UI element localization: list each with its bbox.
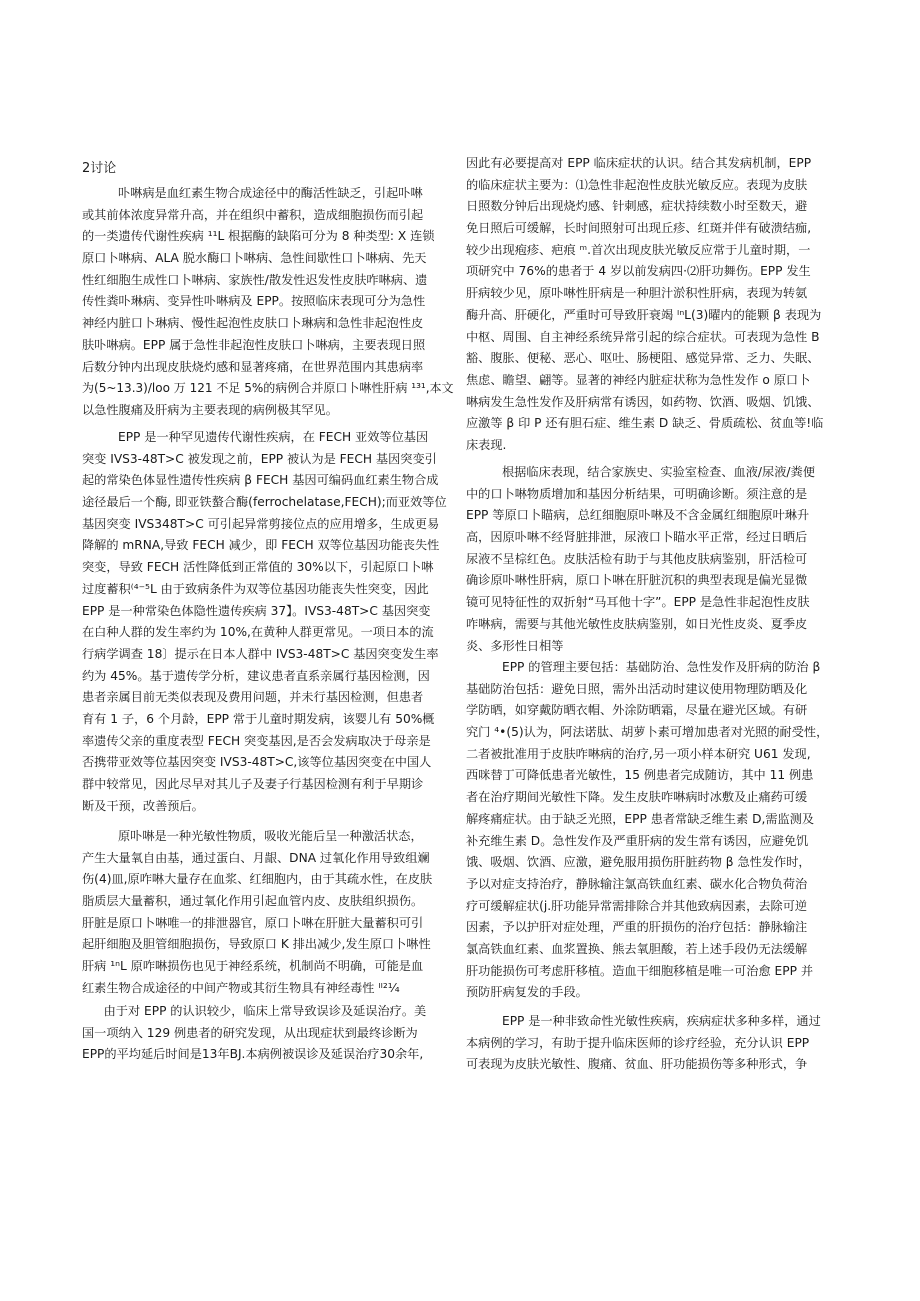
text-line: 本病例的学习，有助于提升临床医师的诊疗经验，充分认识 EPP: [466, 1035, 810, 1050]
text-line: 群中较常见，因此尽早对其儿子及妻子行基因检测有利于早期诊: [82, 777, 424, 791]
text-line: EPP的平均延后时间是13年BJ.本病例被误诊及延误治疗30余年,: [82, 1047, 424, 1062]
text-line: 后数分钟内出现皮肤烧灼感和显著疼痛，在世界范围内其患病率: [82, 359, 424, 374]
text-line: 行病学调查 18〕提示在日本人群中 IVS3-48T>C 基因突变发生率: [82, 646, 439, 661]
text-line: 神经内脏口卜琳病、慢性起泡性皮肤口卜琳病和急性非起泡性皮: [82, 316, 424, 331]
text-line: 者在治疗期间光敏性下降。发生皮肤咋啉病时冰敷及止痛药可缓: [466, 790, 808, 805]
text-line: 根据临床表现，结合家族史、实验室检查、血液/尿液/粪便: [502, 465, 815, 479]
text-line: 断及干预，改善预后。: [82, 798, 204, 813]
text-line: 起肝细胞及胆管细胞损伤，导致原口 K 排出减少,发生原口卜啉性: [82, 937, 431, 952]
text-line: 为(5~13.3)/loo 万 121 不足 5%的病例合并原口卜啉性肝病 ¹³¹,本文: [82, 381, 454, 396]
text-line: 因此有必要提高对 EPP 临床症状的认识。结合其发病机制，EPP: [466, 156, 812, 170]
text-line: 途径最后一个酶, 即亚铁螯合酶(ferrochelatase,FECH);而亚效等位: [82, 495, 447, 510]
paragraph: [82, 427, 454, 817]
text-line: 确诊原卟啉性肝病，原口卜啉在肝脏沉积的典型表现是偏光显微: [466, 573, 808, 588]
text-line: 降解的 mRNA,导致 FECH 减少，即 FECH 双等位基因功能丧失性: [82, 538, 440, 553]
text-line: 由于对 EPP 的认识较少，临床上常导致误诊及延误治疗。美: [103, 1004, 427, 1018]
text-line: 卟啉病是血红素生物合成途径中的酶活性缺乏，引起卟啉: [118, 186, 423, 200]
text-line: 预防肝病复发的手段。: [466, 985, 588, 1000]
text-line: 中枢、周围、自主神经系统异常引起的综合症状。可表现为急性 B: [466, 329, 820, 344]
paragraph: [82, 1001, 454, 1066]
text-line: 酶升高、肝硬化，严重时可导致肝衰竭 ᴵⁿL(3)曜内的能颗 β 表现为: [466, 307, 822, 322]
text-line: 的临床症状主要为：⑴急性非起泡性皮肤光敏反应。表现为皮肤: [466, 177, 808, 192]
text-line: 咋啉病，需要与其他光敏性皮肤病鉴别，如日光性皮炎、夏季皮: [466, 616, 808, 631]
text-line: 二者被批准用于皮肤咋啉病的治疗,另一项小样本研究 U61 发现,: [466, 746, 811, 761]
text-line: 免日照后可缓解，长时间照射可出现丘疹、红斑并伴有破溃结痂,: [466, 221, 812, 236]
text-line: 西咪替丁可降低患者光敏性，15 例患者完成随访，其中 11 例患: [466, 768, 814, 783]
text-line: 的一类遗传代谢性疾病 ¹¹L 根据酶的缺陷可分为 8 种类型: X 连锁: [82, 229, 435, 244]
text-line: EPP 的管理主要包括：基础防治、急性发作及肝病的防治 β: [502, 660, 821, 674]
paragraph: [82, 183, 454, 422]
text-line: 基因突变 IVS348T>C 可引起异常剪接位点的应用增多，生成更易: [82, 516, 440, 531]
text-line: 突变 IVS3-48T>C 被发现之前，EPP 被认为是 FECH 基因突变引: [82, 451, 437, 466]
text-line: 应激等 β 印 P 还有胆石症、维生素 D 缺乏、骨质疏松、贫血等!临: [466, 416, 824, 431]
text-line: 过度蓄积⁽⁴⁻⁵L 由于致病条件为双等位基因功能丧失性突变，因此: [82, 581, 429, 596]
text-line: 肝病较少见，原卟啉性肝病是一种胆汁淤积性肝病，表现为转氨: [466, 286, 808, 301]
text-line: EPP 是一种罕见遗传代谢性疾病，在 FECH 亚效等位基因: [118, 430, 429, 444]
text-line: 否携带亚效等位基因突变 IVS3-48T>C,该等位基因突变在中国人: [82, 755, 432, 770]
text-line: 疗可缓解症状(j.肝功能异常需排除合并其他致病因素，去除可逆: [466, 898, 808, 913]
text-line: 性红细胞生成性口卜啉病、家族性/散发性迟发性皮肤咋啉病、遗: [82, 272, 428, 287]
text-line: 项研究中 76%的患者于 4 岁以前发病四·⑵肝功舞伤。EPP 发生: [466, 264, 811, 279]
text-line: EPP 是一种常染色体隐性遗传疾病 37】。IVS3-48T>C 基因突变: [82, 603, 431, 618]
text-line: 肤卟啉病。EPP 属于急性非起泡性皮肤口卜啉病，主要表现日照: [82, 337, 426, 352]
text-line: 炎、多形性日相等: [466, 638, 564, 653]
paragraph: [466, 657, 838, 1004]
text-line: 突变，导致 FECH 活性降低到正常值的 30%以下，引起原口卜啉: [82, 560, 434, 575]
text-line: 国一项纳入 129 例患者的研究发现，从出现症状到最终诊断为: [82, 1025, 418, 1040]
text-line: 脂质层大量蓄积，通过氧化作用引起血管内皮、皮肤组织损伤。: [82, 894, 424, 909]
text-line: 较少出现疱疹、疤痕 ᵐ.首次出现皮肤光敏反应常于儿童时期，一: [466, 242, 811, 257]
text-line: 传性粪卟琳病、变异性卟啉病及 EPP。按照临床表现可分为急性: [82, 294, 426, 309]
text-line: 镜可见特征性的双折射“马耳他十字”。EPP 是急性非起泡性皮肤: [466, 595, 810, 610]
text-line: 在白种人群的发生率约为 10%,在黄种人群更常见。一项日本的流: [82, 625, 434, 640]
text-line: 肝功能损伤可考虑肝移植。造血干细胞移植是唯一可治愈 EPP 并: [466, 963, 814, 978]
text-line: 或其前体浓度异常升高，并在组织中蓄积，造成细胞损伤而引起: [82, 207, 424, 222]
text-line: 原卟啉是一种光敏性物质，吸收光能后呈一种激活状态，: [118, 829, 423, 843]
text-line: 高，因原卟啉不经肾脏排泄，尿液口卜瞄水平正常，经过日晒后: [466, 530, 808, 545]
text-line: 育有 1 子，6 个月龄，EPP 常于儿童时期发病，该婴儿有 50%概: [82, 711, 435, 726]
section-heading: 2讨论: [82, 161, 117, 176]
text-line: 予以对症支持治疗，静脉输注氯高铁血红素、碳水化合物负荷治: [466, 876, 808, 891]
text-line: 产生大量氧自由基，通过蛋白、月龈、DNA 过氧化作用导致组斓: [82, 850, 430, 865]
text-line: EPP 是一种非致命性光敏性疾病，疾病症状多种多样，通过: [502, 1014, 821, 1028]
text-line: 约为 45%。基于遗传学分析，建议患者直系亲属行基因检测，因: [82, 668, 430, 683]
text-line: 因素，予以护肝对症处理，严重的肝损伤的治疗包括：静脉输注: [466, 920, 808, 935]
text-line: 原口卜啉病、ALA 脱水酶口卜啉病、急性间歇性口卜啉病、先天: [82, 251, 427, 266]
paragraph: [82, 826, 454, 1000]
paragraph: [466, 1011, 838, 1076]
text-line: 率遗传父亲的重度表型 FECH 突变基因,是否会发病取决于母亲是: [82, 733, 431, 748]
text-line: 解疼痛症状。由于缺乏光照，EPP 患者常缺乏维生素 D,需监测及: [466, 811, 815, 826]
text-line: 焦虑、瞻望、翩等。显著的神经内脏症状称为急性发作 o 原口卜: [466, 372, 811, 387]
text-line: 补充维生素 D。急性发作及严重肝病的发生常有诱因，应避免饥: [466, 833, 809, 848]
text-line: 氯高铁血红素、血浆置换、熊去氧胆酸，若上述手段仍无法缓解: [466, 941, 808, 956]
text-line: 学防晒，如穿戴防晒衣帽、外涂防晒霜，尽量在避光区域。有研: [466, 703, 808, 718]
text-line: 肝脏是原口卜啉唯一的排泄器官，原口卜啉在肝脏大量蓄积可引: [82, 915, 424, 930]
paragraph: [466, 462, 838, 657]
text-line: 日照数分钟后出现烧灼感、针刺感，症状持续数小时至数天，避: [466, 199, 808, 214]
text-line: 尿液不呈棕红色。皮肤活检有助于与其他皮肤病鉴别，肝活检可: [466, 551, 808, 566]
text-line: 伤(4)皿,原咋啉大量存在血浆、红细胞内，由于其疏水性，在皮肤: [82, 872, 433, 887]
text-line: 豁、腹胀、便秘、恶心、呕吐、肠梗阻、感觉异常、乏力、失眠、: [466, 351, 820, 366]
text-line: 患者亲属目前无类似表现及费用问题，并未行基因检测，但患者: [82, 690, 424, 705]
text-line: 肝病 ¹ⁿL 原咋啉损伤也见于神经系统，机制尚不明确，可能是血: [82, 959, 424, 974]
text-line: EPP 等原口卜瞄病，总红细胞原卟啉及不含金属红细胞原叶琳升: [466, 508, 810, 523]
text-line: 红素生物合成途径的中间产物或其衍生物具有神经毒性 ᴵᴵ²¹⁄₄: [82, 980, 400, 995]
text-line: 啉病发生急性发作及肝病常有诱因，如药物、饮酒、吸烟、饥饿、: [466, 394, 820, 409]
text-line: 可表现为皮肤光敏性、腹痛、贫血、肝功能损伤等多种形式，争: [466, 1057, 808, 1072]
text-line: 起的常染色体显性遗传性疾病 β FECH 基因可编码血红素生物合成: [82, 473, 439, 488]
text-line: 床表现.: [466, 437, 507, 452]
text-line: 中的口卜啉物质增加和基因分析结果，可明确诊断。须注意的是: [466, 486, 808, 501]
text-line: 基础防治包括：避免日照，需外出活动时建议使用物理防晒及化: [466, 681, 808, 696]
paragraph: [466, 153, 838, 457]
text-line: 饿、吸烟、饮酒、应激，避免服用损伤肝脏药物 β 急性发作时，: [466, 855, 811, 870]
text-line: 究门 ⁴•(5)认为，阿法诺肽、胡萝卜素可增加患者对光照的耐受性，: [466, 725, 829, 740]
text-line: 以急性腹痛及肝病为主要表现的病例极其罕见。: [82, 402, 338, 417]
